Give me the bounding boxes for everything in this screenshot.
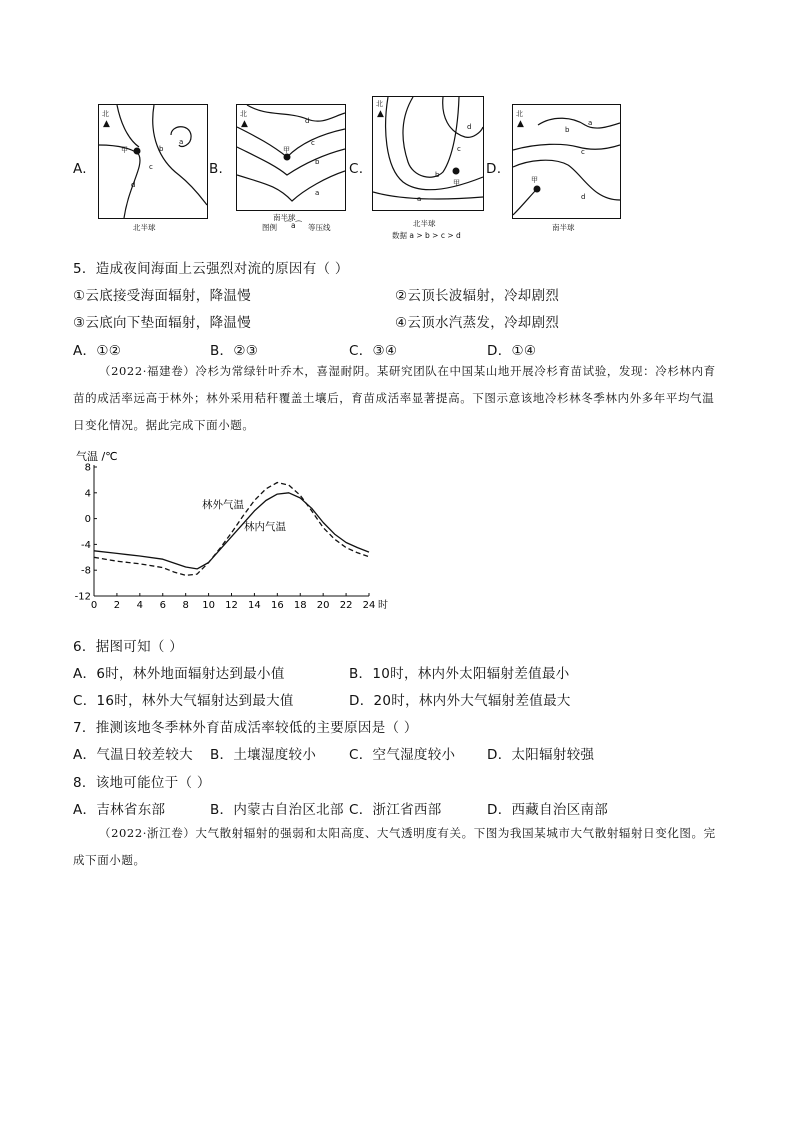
q8-option-b[interactable]: B．内蒙古自治区北部 [210,802,344,818]
y-tick-label: 4 [84,488,91,500]
series-label: 林外气温 [202,499,244,511]
map-b [236,104,346,211]
y-tick-label: -12 [74,591,91,603]
map-b-caption: 南半球 [273,213,296,222]
q5-option-b[interactable]: B．②③ [210,343,259,359]
x-tick-label: 16 [270,600,284,611]
map-d [512,104,621,219]
q7-option-c[interactable]: C．空气湿度较小 [349,747,456,763]
y-tick-label: -8 [81,565,91,577]
iso-label: b [435,171,440,179]
y-tick-label: -4 [81,539,91,551]
x-tick-label: 22 [339,600,353,611]
statement-1: ①云底接受海面辐射，降温慢 [73,288,252,304]
statement-3: ③云底向下垫面辐射，降温慢 [73,315,252,331]
iso-label: a [315,189,320,197]
x-tick-label: 0 [90,600,98,611]
iso-label: c [457,145,461,153]
map-a [98,104,208,219]
question-7-stem: 7．推测该地冬季林外育苗成活率较低的主要原因是（ ） [73,720,418,736]
series-line-1 [94,483,369,576]
x-tick-label: 12 [225,600,238,611]
map-c [372,96,484,211]
q5-option-a[interactable]: A．①② [73,343,122,359]
map-a-isobars [99,105,207,218]
q6-option-c[interactable]: C．16时，林外大气辐射达到最大值 [73,693,294,709]
iso-label: c [149,163,153,171]
question-8-stem: 8．该地可能位于（ ） [73,775,211,791]
iso-label: d [467,123,472,131]
north-label: 北 [240,110,247,118]
passage-zhejiang: （2022·浙江卷）大气散射辐射的强弱和太阳高度、大气透明度有关。下图为我国某城市大气散射辐射日变化图。完成下面小题。 [73,826,716,867]
iso-label: c [581,148,585,156]
jia-label: 甲 [531,176,538,184]
x-tick-label: 8 [182,600,189,611]
option-b-label: B. [209,161,224,177]
q8-option-a[interactable]: A．吉林省东部 [73,802,166,818]
north-arrow-icon: ▲ [517,119,524,129]
statement-2: ②云顶长波辐射，冷却剧烈 [395,288,560,304]
q7-option-b[interactable]: B．土壤湿度较小 [210,747,317,763]
q5-option-d[interactable]: D．①④ [487,343,537,359]
north-arrow-icon: ▲ [377,109,384,119]
isobar-legend-icon: ⁀a⁀ [285,221,302,230]
jia-label: 甲 [453,179,460,187]
iso-label: a [417,195,422,203]
q6-option-a[interactable]: A．6时，林外地面辐射达到最小值 [73,666,285,682]
question-5-stem: 5．造成夜间海面上云强烈对流的原因有（ ） [73,261,349,277]
option-d-label: D. [486,161,502,177]
x-tick-label: 6 [159,600,166,611]
y-tick-label: 8 [84,462,91,474]
question-6-stem: 6．据图可知（ ） [73,639,184,655]
x-tick-label: 4 [136,600,144,611]
statement-4: ④云顶水汽蒸发，冷却剧烈 [395,315,560,331]
iso-label: d [581,193,586,201]
iso-label: c [311,139,315,147]
map-c-note: 数据 a > b > c > d [392,231,461,240]
iso-label: b [565,126,570,134]
map-c-caption: 北半球 [413,219,436,228]
q8-option-c[interactable]: C．浙江省西部 [349,802,442,818]
q7-option-a[interactable]: A．气温日较差较大 [73,747,193,763]
iso-label: d [131,181,136,189]
map-a-caption: 北半球 [133,223,156,232]
jia-label: 甲 [121,146,128,154]
option-a-label: A. [73,161,87,177]
x-tick-label: 10 [202,600,215,611]
map-d-isobars [513,105,620,218]
q6-option-d[interactable]: D．20时，林内外大气辐射差值最大 [349,693,571,709]
jia-label: 甲 [283,146,290,154]
north-label: 北 [516,110,523,118]
iso-label: d [305,117,310,125]
north-label: 北 [102,110,109,118]
iso-label: a [179,138,184,146]
x-tick-label: 2 [113,600,121,611]
option-c-label: C. [349,161,364,177]
x-tick-label: 20 [316,600,330,611]
iso-label: b [315,158,320,166]
iso-label: a [588,119,593,127]
map-d-caption: 南半球 [552,223,575,232]
iso-label: b [159,145,164,153]
x-tick-label: 14 [248,600,261,611]
map-b-legend: 图例 [262,223,277,232]
series-label: 林内气温 [244,521,286,533]
q7-option-d[interactable]: D．太阳辐射较强 [487,747,595,763]
north-arrow-icon: ▲ [241,119,248,129]
north-arrow-icon: ▲ [103,119,110,129]
map-c-isobars [373,97,483,210]
x-tick-label: 18 [293,600,307,611]
map-b-isobars [237,105,345,210]
map-b-legend-line: 等压线 [308,223,331,232]
north-label: 北 [376,100,383,108]
x-tick-label: 24 [362,600,376,611]
temperature-chart [72,446,402,616]
y-axis-label: 气温 /℃ [76,450,118,463]
q8-option-d[interactable]: D．西藏自治区南部 [487,802,609,818]
y-tick-label: 0 [84,514,91,526]
x-axis-label: 时 [378,600,388,611]
passage-fujian: （2022·福建卷）冷杉为常绿针叶乔木，喜湿耐阴。某研究团队在中国某山地开展冷杉育苗试验，发现：冷杉林内育苗的成活率远高于林外；林外采用秸秆覆盖土壤后，育苗成活率显著提高。下图示意该地冷杉林冬季林内外多年平均气温日变化情况。据此完成下面小题。 [73,364,716,432]
q6-option-b[interactable]: B．10时，林内外太阳辐射差值最小 [349,666,570,682]
q5-option-c[interactable]: C．③④ [349,343,398,359]
